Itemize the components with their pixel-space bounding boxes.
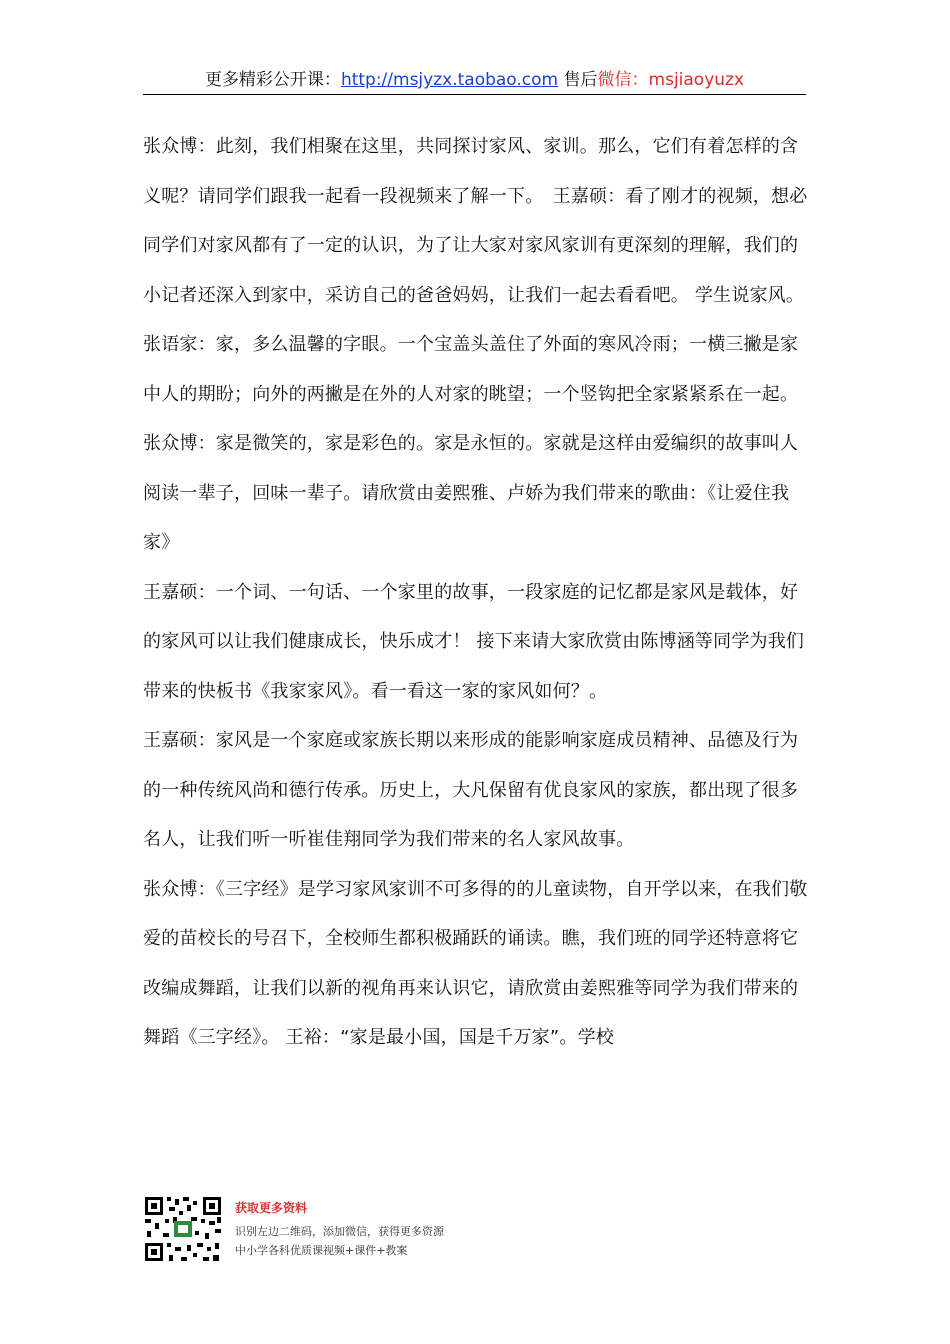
wechat-id: msjiaoyuzx	[648, 70, 745, 90]
wechat-label: 微信：	[597, 70, 649, 90]
footer-title: 获取更多资料	[235, 1201, 308, 1215]
paragraph: 张众博：此刻，我们相聚在这里，共同探讨家风、家训。那么，它们有着怎样的含义呢？请同学们跟我一起看一段视频来了解一下。 王嘉硕：看了刚才的视频，想必同学们对家风都有了一定的认识，为了让大家对家风家训有更深刻的理解，我们的小记者还深入到家中，采访自己的爸爸妈妈，让我们一起去看看吧。 学生说家风。	[143, 136, 808, 306]
footer-promo	[143, 1195, 563, 1267]
paragraph: 张众博：《三字经》是学习家风家训不可多得的的儿童读物，自开学以来，在我们敬爱的苗校长的号召下，全校师生都积极踊跃的诵读。瞧，我们班的同学还特意将它改编成舞蹈，让我们以新的视角再来认识它，请欣赏由姜熙雅等同学为我们带来的舞蹈《三字经》。 王裕：“家是最小国，国是千万家”。学校	[143, 878, 808, 1048]
shop-link[interactable]: http://msjyzx.taobao.com	[340, 70, 559, 90]
paragraph: 张语家：家，多么温馨的字眼。一个宝盖头盖住了外面的寒风冷雨；一横三撇是家中人的期盼；向外的两撇是在外的人对家的眺望；一个竖钩把全家紧紧系在一起。	[143, 334, 799, 405]
paragraph: 王嘉硕：一个词、一句话、一个家里的故事，一段家庭的记忆都是家风是载体，好的家风可以让我们健康成长，快乐成才！ 接下来请大家欣赏由陈博涵等同学为我们带来的快板书《我家家风》。看一看这一家的家风如何？。	[143, 581, 805, 702]
footer-instruction: 识别左边二维码，添加微信，获得更多资源	[235, 1225, 444, 1238]
qr-code-icon[interactable]	[143, 1195, 223, 1263]
after-sales-label: 售后	[558, 70, 598, 90]
document-body	[143, 122, 811, 1063]
paragraph: 张众博：家是微笑的，家是彩色的。家是永恒的。家就是这样由爱编织的故事叫人阅读一辈子，回味一辈子。请欣赏由姜熙雅、卢娇为我们带来的歌曲：《让爱住我家》	[143, 433, 799, 553]
page-header	[143, 66, 806, 94]
paragraph: 王嘉硕：家风是一个家庭或家族长期以来形成的能影响家庭成员精神、品德及行为的一种传统风尚和德行传承。历史上，大凡保留有优良家风的家族，都出现了很多名人，让我们听一听崔佳翔同学为我们带来的名人家风故事。	[143, 730, 799, 850]
header-prefix: 更多精彩公开课：	[204, 70, 341, 90]
footer-resources: 中小学各科优质课视频+课件+教案	[235, 1244, 408, 1257]
header-divider	[143, 94, 806, 95]
